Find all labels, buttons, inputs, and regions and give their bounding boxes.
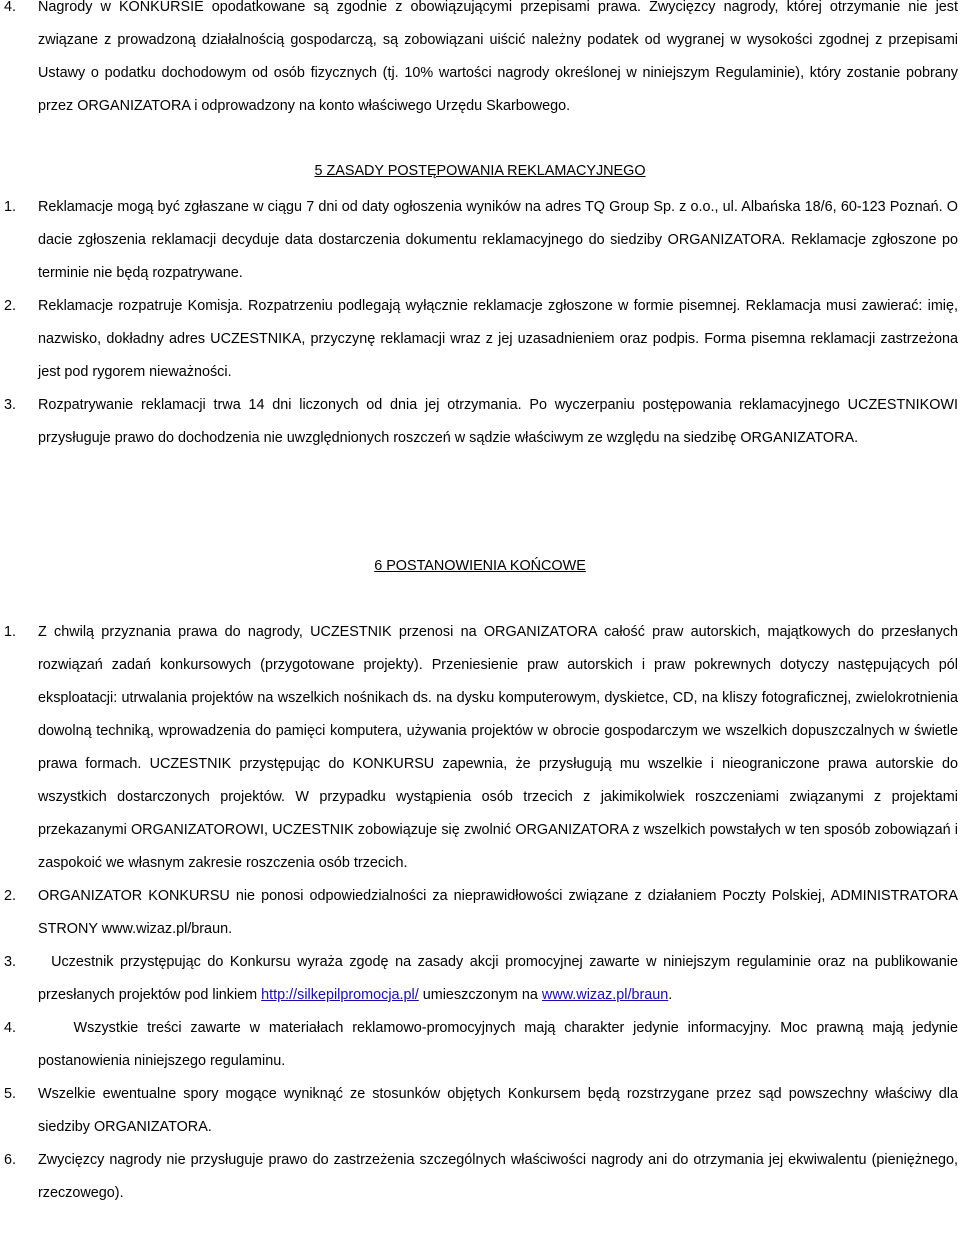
item-number: 4. [4,1020,17,1036]
item-text: ORGANIZATOR KONKURSU nie ponosi odpowiedzialności za nieprawidłowości związane z działaniem Poczty Polskiej, ADMINISTRATORA STRONY www.wizaz.pl/braun. [38,888,958,937]
list-item [0,946,960,1012]
list-item [0,1012,960,1078]
item-number: 2. [4,298,17,314]
item-text: . [668,987,673,1003]
item-number: 4. [4,0,17,15]
section-6-heading: 6 POSTANOWIENIA KOŃCOWE [374,558,586,574]
item-text: Wszelkie ewentualne spory mogące wyniknąć ze stosunków objętych Konkursem będą rozstrzygane przez sąd powszechny właściwy dla siedziby ORGANIZATORA. [38,1086,958,1135]
item-text: Rozpatrywanie reklamacji trwa 14 dni liczonych od dnia jej otrzymania. Po wyczerpaniu postępowania reklamacyjnego UCZESTNIKOWI przysługuje prawo do dochodzenia nie uwzględnionych roszczeń w sądzie właściwym ze względu na siedzibę ORGANIZATORA. [38,397,958,446]
section-5-heading: 5 ZASADY POSTĘPOWANIA REKLAMACYJNEGO [314,163,646,179]
section-5 [0,191,960,455]
list-item [0,0,960,123]
section-heading [0,550,960,583]
item-text: Reklamacje rozpatruje Komisja. Rozpatrzeniu podlegają wyłącznie reklamacje zgłoszone w formie pisemnej. Reklamacja musi zawierać: imię, nazwisko, dokładny adres UCZESTNIKA, przyczynę reklamacji wraz z jej uzasadnieniem oraz podpis. Forma pisemna reklamacji zastrzeżona jest pod rygorem nieważności. [38,298,958,380]
list-item [0,191,960,290]
item-number: 2. [4,888,17,904]
item-number: 3. [4,954,17,970]
promo-link[interactable]: http://silkepilpromocja.pl/ [261,987,419,1003]
section-heading [0,155,960,188]
item-text: Wszystkie treści zawarte w materiałach reklamowo-promocyjnych mają charakter jedynie informacyjny. Moc prawną mają jedynie postanowienia niniejszego regulaminu. [38,1020,959,1069]
item-text: Zwycięzcy nagrody nie przysługuje prawo do zastrzeżenia szczególnych właściwości nagrody ani do otrzymania jej ekwiwalentu (pieniężnego, rzeczowego). [38,1152,958,1201]
wizaz-link[interactable]: www.wizaz.pl/braun [541,987,669,1003]
item-text: Nagrody w KONKURSIE opodatkowane są zgodnie z obowiązującymi przepisami prawa. Zwycięzcy nagrody, której otrzymanie nie jest związane z prowadzoną działalnością gospodarczą, są zobowiązani uiścić należny podatek od wygranej w wysokości zgodnej z przepisami Ustawy o podatku dochodowym od osób fizycznych (tj. 10% wartości nagrody określonej w niniejszym Regulaminie), który zostanie pobrany przez ORGANIZATORA i odprowadzony na konto właściwego Urzędu Skarbowego. [38,0,958,114]
item-text: umieszczonym na [418,987,542,1003]
list-item [0,616,960,880]
item-text: Reklamacje mogą być zgłaszane w ciągu 7 dni od daty ogłoszenia wyników na adres TQ Group Sp. z o.o., ul. Albańska 18/6, 60-123 Poznań. O dacie zgłoszenia reklamacji decyduje data dostarczenia dokumentu reklamacyjnego do siedziby ORGANIZATORA. Reklamacje zgłoszone po terminie nie będą rozpatrywane. [38,199,958,281]
item-number: 1. [4,199,17,215]
item-number: 6. [4,1152,17,1168]
item-number: 3. [4,397,17,413]
list-item [0,290,960,389]
section-6 [0,616,960,1210]
list-item [0,880,960,946]
item-text: Uczestnik przystępując do Konkursu wyraża zgodę na zasady akcji promocyjnej zawarte w niniejszym regulaminie oraz na publikowanie przesłanych projektów pod linkiem [38,954,959,1003]
list-item [0,1144,960,1210]
item-text: Z chwilą przyznania prawa do nagrody, UCZESTNIK przenosi na ORGANIZATORA całość praw autorskich, majątkowych do przesłanych rozwiązań zadań konkursowych (przygotowane projekty). Przeniesienie praw autorskich i praw pokrewnych dotyczy następujących pól eksploatacji: utrwalania projektów na wszelkich nośnikach ds. na dysku komputerowym, dyskietce, CD, na kliszy fotograficznej, zwielokrotnienia dowolną techniką, wprowadzenia do pamięci komputera, używania projektów w obrocie gospodarczym we wszelkich dopuszczalnych w świetle prawa formach. UCZESTNIK przystępując do KONKURSU zapewnia, że przysługują mu wszelkie i nieograniczone prawa autorskie do wszystkich dostarczonych projektów. W przypadku wystąpienia osób trzecich z jakimikolwiek roszczeniami związanymi z projektami przekazanymi ORGANIZATOROWI, UCZESTNIK zobowiązuje się zwolnić ORGANIZATORA z wszelkich powstałych w ten sposób zobowiązań i zaspokoić we własnym zakresie roszczenia osób trzecich. [38,624,958,871]
list-item [0,389,960,455]
list-item [0,1078,960,1144]
item-number: 1. [4,624,17,640]
item-number: 5. [4,1086,17,1102]
